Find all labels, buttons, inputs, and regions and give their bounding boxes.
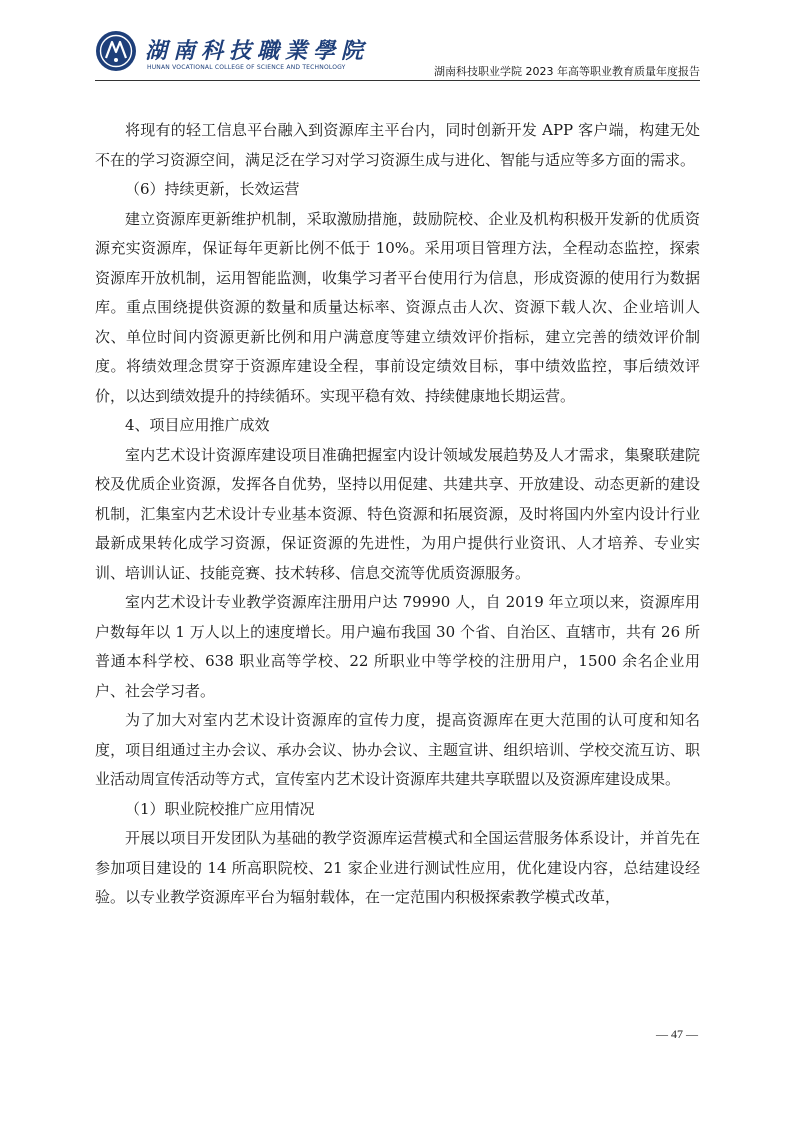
page-number: — 47 — [656, 1027, 698, 1041]
body-paragraph: 室内艺术设计专业教学资源库注册用户达 79990 人，自 2019 年立项以来，资源库用户数每年以 1 万人以上的速度增长。用户遍布我国 30 个省、自治区、直辖市，共有 26 所普通本科学校、638 职业高等学校、22 所职业中等学校的注册用户，1500 余名企业用户、社会学习者。 [95, 593, 700, 700]
body-paragraph: 将现有的轻工信息平台融入到资源库主平台内，同时创新开发 APP 客户端，构建无处不在的学习资源空间，满足泛在学习对学习资源生成与进化、智能与适应等多方面的需求。 [95, 121, 700, 169]
section-heading: （6）持续更新，长效运营 [125, 180, 300, 198]
body-paragraph: 开展以项目开发团队为基础的教学资源库运营模式和全国运营服务体系设计，并首先在参加项目建设的 14 所高职院校、21 家企业进行测试性应用，优化建设内容，总结建设经验。以专业教学资源库平台为辐射载体，在一定范围内积极探索教学模式改革， [95, 829, 700, 906]
report-title: 湖南科技职业学院 2023 年高等职业教育质量年度报告 [434, 65, 700, 78]
college-brand-name: 湖南科技職業學院 [145, 38, 370, 64]
college-brand-english: HUNAN VOCATIONAL COLLEGE OF SCIENCE AND TECHNOLOGY [147, 64, 346, 71]
section-heading: （1）职业院校推广应用情况 [125, 799, 315, 818]
body-paragraph: 建立资源库更新维护机制，采取激励措施，鼓励院校、企业及机构积极开发新的优质资源充实资源库，保证每年更新比例不低于 10%。采用项目管理方法，全程动态监控，探索资源库开放机制，运用智能监测，收集学习者平台使用行为信息，形成资源的使用行为数据库。重点围绕提供资源的数量和质量达标率、资源点击人次、资源下载人次、企业培训人次、单位时间内资源更新比例和用户满意度等建立绩效评价指标，建立完善的绩效评价制度。将绩效理念贯穿于资源库建设全程，事前设定绩效目标，事中绩效监控，事后绩效评价，以达到绩效提升的持续循环。实现平稳有效、持续健康地长期运营。 [95, 209, 700, 405]
document-body [95, 116, 700, 913]
header-divider [95, 80, 700, 81]
body-paragraph: 为了加大对室内艺术设计资源库的宣传力度，提高资源库在更大范围的认可度和知名度，项目组通过主办会议、承办会议、协办会议、主题宣讲、组织培训、学校交流互访、职业活动周宣传活动等方式，宣传室内艺术设计资源库共建共享联盟以及资源库建设成果。 [95, 711, 700, 788]
college-seal-logo-icon [95, 30, 137, 72]
body-paragraph: 室内艺术设计资源库建设项目准确把握室内设计领域发展趋势及人才需求，集聚联建院校及优质企业资源，发挥各自优势，坚持以用促建、共建共享、开放建设、动态更新的建设机制，汇集室内艺术设计专业基本资源、特色资源和拓展资源，及时将国内外室内设计行业最新成果转化成学习资源，保证资源的先进性，为用户提供行业资讯、人才培养、专业实训、培训认证、技能竞赛、技术转移、信息交流等优质资源服务。 [95, 445, 700, 582]
page-header [95, 30, 700, 78]
section-heading: 4、项目应用推广成效 [125, 416, 270, 434]
